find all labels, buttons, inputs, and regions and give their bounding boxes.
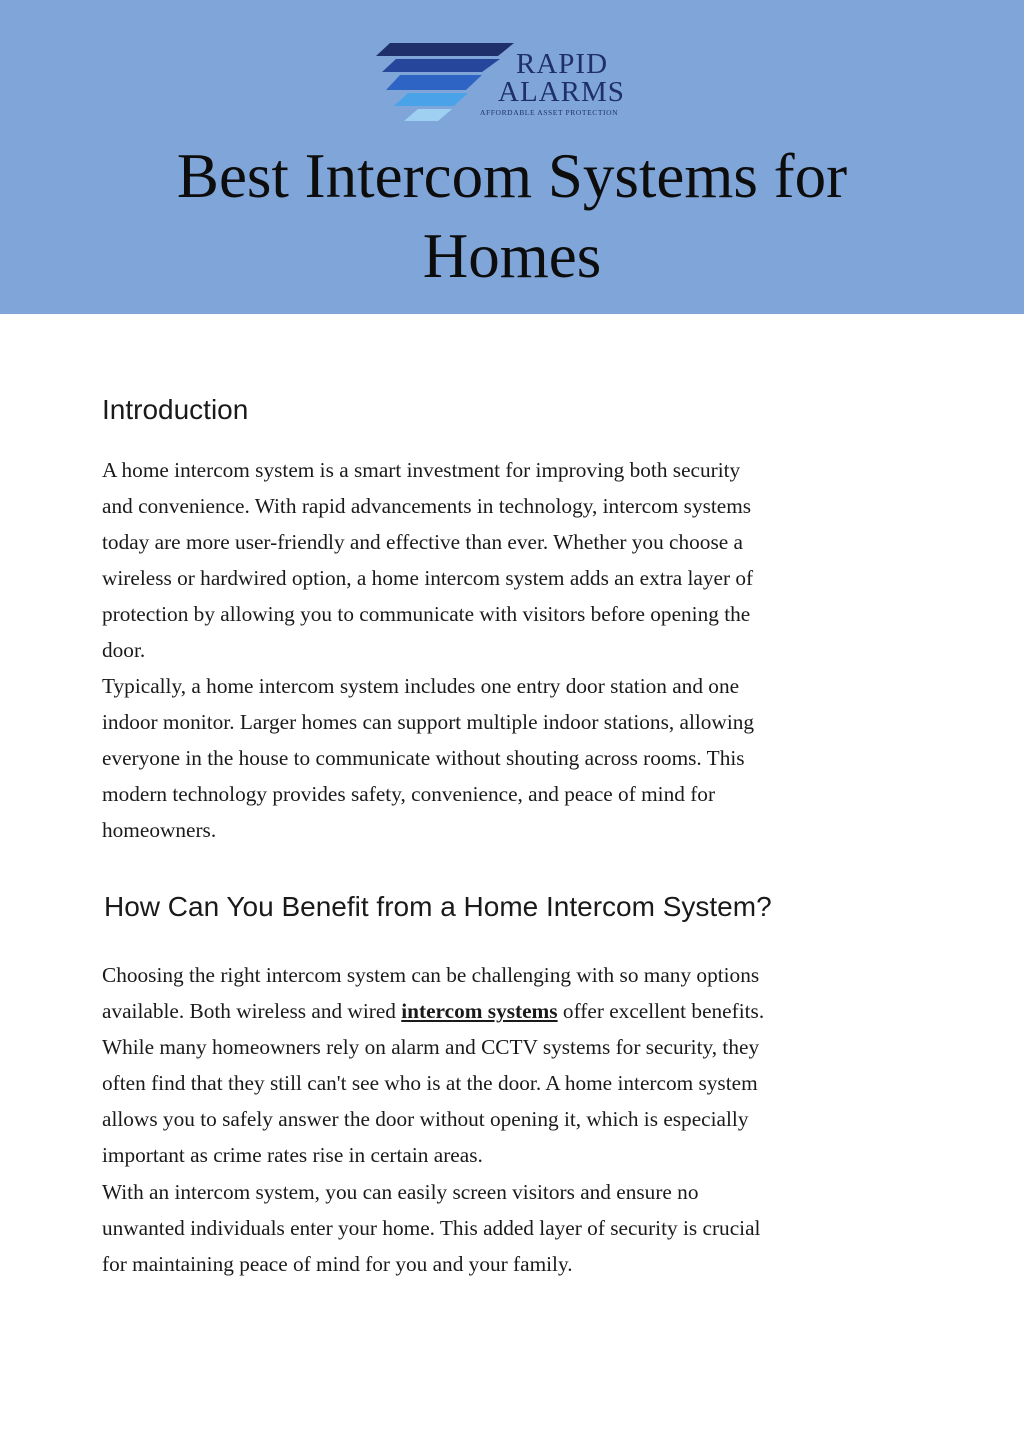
page-title-line-2: Homes	[422, 221, 602, 291]
text-line: wireless or hardwired option, a home intercom system adds an extra layer of	[102, 566, 754, 590]
benefit-heading: How Can You Benefit from a Home Intercom System?	[104, 891, 772, 922]
benefit-paragraph-1	[102, 957, 932, 1173]
introduction-heading: Introduction	[102, 394, 249, 425]
rapid-alarms-logo	[376, 40, 648, 124]
text-line: With an intercom system, you can easily screen visitors and ensure no	[102, 1180, 699, 1204]
text-line-with-link	[102, 993, 932, 1029]
logo-word-alarms: ALARMS	[498, 76, 625, 108]
introduction-paragraph-2	[102, 668, 932, 848]
text-line: today are more user-friendly and effective than ever. Whether you choose a	[102, 530, 743, 554]
text-line: modern technology provides safety, convenience, and peace of mind for	[102, 782, 716, 806]
introduction-paragraph-1	[102, 452, 932, 668]
benefit-paragraph-2	[102, 1174, 932, 1282]
text-line: A home intercom system is a smart investment for improving both security	[102, 458, 741, 482]
text-line: and convenience. With rapid advancements in technology, intercom systems	[102, 494, 752, 518]
text-line: indoor monitor. Larger homes can support multiple indoor stations, allowing	[102, 710, 755, 734]
text-line: While many homeowners rely on alarm and CCTV systems for security, they	[102, 1035, 760, 1059]
page-title-line-1: Best Intercom Systems for	[176, 141, 848, 211]
text-line: homeowners.	[102, 818, 217, 842]
text-line: allows you to safely answer the door without opening it, which is especially	[102, 1107, 749, 1131]
text-line: often find that they still can't see who is at the door. A home intercom system	[102, 1071, 758, 1095]
text-line: for maintaining peace of mind for you and your family.	[102, 1252, 573, 1276]
page-title	[60, 136, 964, 296]
intercom-systems-link[interactable]: intercom systems	[401, 999, 558, 1023]
text-line: unwanted individuals enter your home. This added layer of security is crucial	[102, 1216, 761, 1240]
logo-tagline: AFFORDABLE ASSET PROTECTION	[480, 108, 619, 117]
logo-word-rapid: RAPID	[516, 48, 609, 80]
text-line: everyone in the house to communicate without shouting across rooms. This	[102, 746, 745, 770]
text-segment: available. Both wireless and wired	[102, 999, 402, 1023]
header-banner	[0, 0, 1024, 314]
text-segment: offer excellent benefits.	[557, 999, 765, 1023]
text-line: important as crime rates rise in certain areas.	[102, 1143, 483, 1167]
text-line: door.	[102, 638, 146, 662]
text-line: protection by allowing you to communicate with visitors before opening the	[102, 602, 751, 626]
text-line: Choosing the right intercom system can be challenging with so many options	[102, 963, 760, 987]
text-line: Typically, a home intercom system includes one entry door station and one	[102, 674, 740, 698]
